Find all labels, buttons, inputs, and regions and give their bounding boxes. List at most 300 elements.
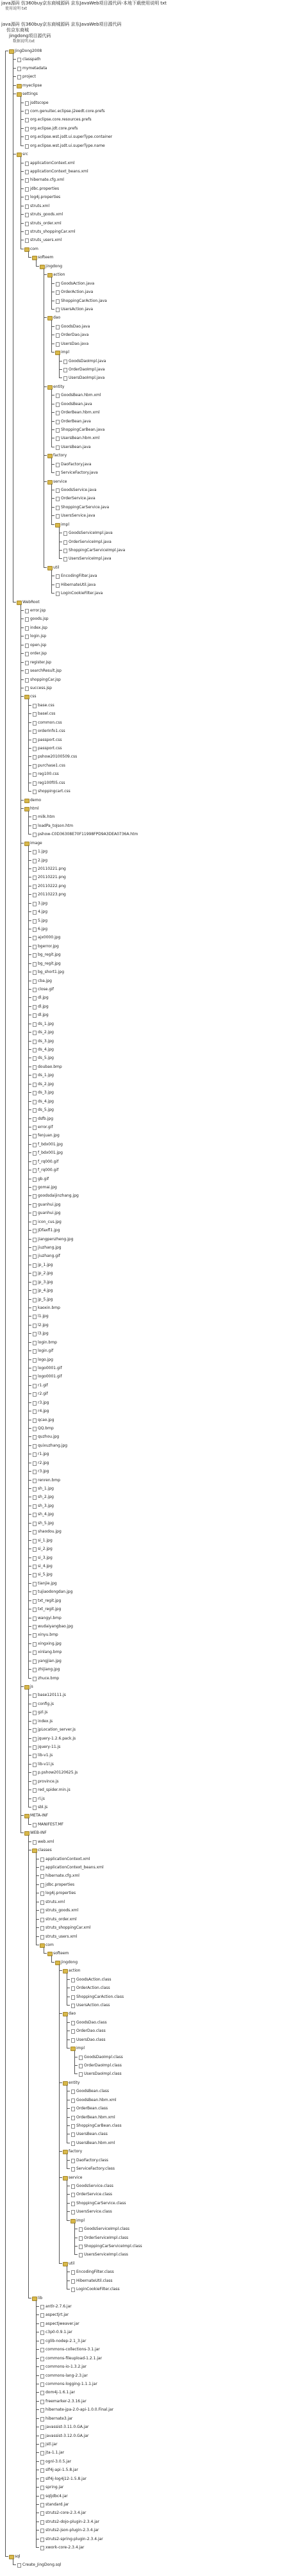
tree-file-label: jp_4.jpg <box>38 1288 53 1293</box>
file-icon <box>33 781 37 786</box>
tree-file-label: ds_5.jpg <box>38 1056 54 1061</box>
tree-file-label: searchResult.jsp <box>30 669 62 674</box>
tree-file-label: r3.jpg <box>38 1400 49 1405</box>
tree-file-label: guanhui.jpg <box>38 1211 61 1216</box>
tree-file-label: sh_2.jpg <box>38 1495 54 1500</box>
file-icon <box>40 2313 44 2318</box>
tree-folder-label: softeem <box>38 255 54 260</box>
tree-file-label: log4j.properties <box>46 1891 76 1896</box>
tree-file-label: login.bmp <box>38 1340 57 1345</box>
file-icon <box>40 2305 44 2309</box>
file-icon <box>33 1117 37 1122</box>
file-icon <box>33 1031 37 1035</box>
tree-file-label: doubao.bmp <box>38 1064 62 1069</box>
tree-file-label: f_rq000.gif <box>38 1159 59 1164</box>
tree-file-label: logo0001.gif <box>38 1366 62 1371</box>
file-icon <box>40 1857 44 1862</box>
tree-file-label: success.jsp <box>30 685 52 690</box>
tree-file-label: GoodsDaoImpl.java <box>69 358 106 363</box>
file-icon <box>33 1452 37 1457</box>
file-icon <box>33 1367 37 1371</box>
file-icon <box>56 403 60 407</box>
file-icon <box>33 1298 37 1302</box>
tree-folder-label: css <box>30 694 37 699</box>
tree-file-label: OrderBean.java <box>61 419 91 424</box>
tree-folder-label: util <box>69 2261 75 2266</box>
file-icon <box>56 325 60 329</box>
file-icon <box>33 936 37 940</box>
file-icon <box>33 1788 37 1793</box>
file-icon <box>79 2056 83 2060</box>
tree-file-label: tujiaodongdan.jpg <box>38 1590 73 1595</box>
file-icon <box>63 531 67 536</box>
tree-folder-label: impl <box>61 522 69 527</box>
file-icon <box>33 1151 37 1156</box>
file-icon <box>33 1272 37 1276</box>
tree-file-label: struts2-dojo-plugin-2.3.4.jar <box>46 2519 100 2524</box>
file-icon <box>79 2064 83 2068</box>
tree-file-label: gomai.jpg <box>38 1184 57 1190</box>
file-icon <box>33 1702 37 1707</box>
tree-file-label: shoppingcart.css <box>38 789 70 794</box>
file-icon <box>33 1693 37 1698</box>
file-icon <box>33 1763 37 1767</box>
tree-file-label: wangyi.bmp <box>38 1615 62 1620</box>
tree-file-label: UsersBean.hbm.xml <box>61 436 100 441</box>
file-icon <box>33 1203 37 1208</box>
file-icon <box>79 2236 83 2241</box>
tree-file-label: jp_3.jpg <box>38 1279 53 1284</box>
file-icon <box>33 910 37 915</box>
tree-file-label: project <box>22 74 36 79</box>
file-icon <box>63 360 67 364</box>
tree-file-label: applicationContext.xml <box>46 1856 90 1861</box>
tree-file-label: r3.jpg <box>38 1469 49 1474</box>
tree-file-label: JDfaxfl1.jpg <box>38 1228 60 1233</box>
file-icon <box>71 2004 75 2008</box>
tree-file-label: javassist-3.12.0.GA.jar <box>46 2433 89 2438</box>
file-icon <box>40 2391 44 2395</box>
file-icon <box>25 118 29 122</box>
file-icon <box>56 428 60 433</box>
file-icon <box>17 75 21 79</box>
tree-connector <box>51 309 54 310</box>
file-icon <box>33 764 37 769</box>
tree-file-label: f_bdx001.jpg <box>38 1151 63 1156</box>
tree-file-label: OrderBean.hbm.xml <box>61 410 100 415</box>
tree-file-label: ds_4.jpg <box>38 1047 54 1052</box>
tree-file-label: OrderService.class <box>76 2192 113 2197</box>
tree-guide-line <box>51 570 52 593</box>
tree-folder-label: sql <box>15 2554 21 2559</box>
file-icon <box>33 859 37 863</box>
file-icon <box>40 2486 44 2490</box>
file-icon <box>33 1013 37 1018</box>
file-icon <box>33 1186 37 1190</box>
tree-file-label: applicationContext_beans.xml <box>30 169 88 174</box>
tree-file-label: icon_cus.jpg <box>38 1219 62 1224</box>
file-icon <box>33 815 37 820</box>
tree-connector <box>51 472 54 473</box>
tree-file-label: ds_3.jpg <box>38 1038 54 1043</box>
tree-file-label: base120111.js <box>38 1693 66 1698</box>
tree-file-label: UsersServiceImpl.class <box>84 2252 128 2257</box>
file-icon <box>40 1891 44 1896</box>
file-icon <box>33 1677 37 1681</box>
tree-guide-line <box>51 320 52 352</box>
tree-file-label: wudaiyangbao.jpg <box>38 1624 73 1629</box>
file-icon <box>33 1487 37 1492</box>
file-icon <box>25 230 29 235</box>
tree-file-label: classpath <box>22 57 41 62</box>
tree-file-label: error.jsp <box>30 608 46 613</box>
file-icon <box>33 1642 37 1647</box>
file-icon <box>40 2529 44 2533</box>
file-icon <box>33 876 37 880</box>
file-icon <box>33 1358 37 1363</box>
file-icon <box>33 1616 37 1621</box>
file-icon <box>40 2374 44 2379</box>
file-icon <box>33 1547 37 1552</box>
file-icon <box>33 919 37 924</box>
file-icon <box>71 2202 75 2206</box>
tree-file-label: passport.css <box>38 737 62 742</box>
header-line-1: java源码 仿360buy京东商城源码 京东JavaWeb项目源代码-本地下载使用说明 txt <box>1 1 167 6</box>
file-icon <box>33 1375 37 1379</box>
tree-connector <box>36 2547 39 2548</box>
tree-file-label: web.xml <box>38 1839 54 1844</box>
file-icon <box>40 2322 44 2327</box>
file-icon <box>33 996 37 1001</box>
tree-folder-label: impl <box>76 2218 85 2223</box>
tree-file-label: OrderDao.java <box>61 333 89 338</box>
tree-connector <box>67 2168 70 2169</box>
tree-file-label: UsersServiceImpl.java <box>69 556 112 561</box>
tree-file-label: xinyu.bmp <box>38 1633 58 1638</box>
tree-file-label: bgerror.jpg <box>38 943 59 949</box>
tree-file-label: hibernate.cfg.xml <box>46 1874 79 1879</box>
tree-file-label: DaoFactory.java <box>61 461 92 467</box>
file-icon <box>33 902 37 906</box>
file-icon <box>33 1435 37 1440</box>
tree-file-label: OrderAction.java <box>61 290 94 295</box>
file-icon <box>71 2288 75 2292</box>
tree-guide-line <box>28 811 29 834</box>
tree-file-label: MANIFEST.MF <box>38 1822 64 1827</box>
tree-file-label: struts2-json-plugin-2.3.4.jar <box>46 2528 99 2533</box>
tree-file-label: 20110222.png <box>38 883 66 888</box>
file-icon <box>33 1134 37 1138</box>
tree-file-label: jsdtscope <box>30 100 49 105</box>
file-icon <box>33 979 37 984</box>
tree-connector <box>74 2254 78 2255</box>
tree-file-label: UsersBean.java <box>61 444 91 449</box>
file-icon <box>33 1083 37 1087</box>
tree-file-label: UsersDaoImpl.class <box>84 2072 122 2077</box>
tree-connector <box>51 593 54 594</box>
tree-guide-line <box>51 458 52 472</box>
file-icon <box>33 1108 37 1113</box>
tree-connector <box>67 2220 70 2221</box>
file-icon <box>25 222 29 226</box>
tree-folder-label: image <box>30 840 42 845</box>
file-icon <box>40 2451 44 2456</box>
tree-file-label: sh_3.jpg <box>38 1503 54 1508</box>
file-icon <box>63 368 67 372</box>
file-icon <box>71 2132 75 2137</box>
tree-folder-label: impl <box>76 2046 85 2051</box>
file-icon <box>33 1281 37 1285</box>
file-icon <box>33 1409 37 1414</box>
tree-file-label: OrderDao.class <box>76 2029 106 2034</box>
tree-file-label: dl.jpg <box>38 995 49 1001</box>
tree-folder-label: jingdong <box>46 263 63 269</box>
file-icon <box>56 436 60 441</box>
tree-guide-line <box>51 277 52 309</box>
tree-file-label: sqljdbc4.jar <box>46 2493 68 2498</box>
tree-file-label: org.eclipse.jdt.core.prefs <box>30 126 78 131</box>
tree-file-label: r2.gif <box>38 1392 48 1397</box>
file-icon <box>56 394 60 398</box>
file-icon <box>40 1883 44 1888</box>
file-icon <box>33 970 37 975</box>
file-icon <box>33 1470 37 1474</box>
file-icon <box>33 867 37 872</box>
tree-guide-line <box>28 1689 29 1807</box>
tree-file-label: 1.jpg <box>38 849 48 854</box>
tree-file-label: loadPa_toJson.htm <box>38 823 74 828</box>
tree-folder-label: com <box>46 1942 54 1947</box>
tree-file-label: bg_regit.jpg <box>38 961 61 966</box>
file-icon <box>33 1091 37 1095</box>
tree-guide-line <box>59 527 60 559</box>
file-icon <box>40 2520 44 2525</box>
tree-folder-label: softeem <box>53 1951 69 1956</box>
tree-file-label: GoodsDao.class <box>76 2020 107 2025</box>
tree-file-label: dsfb.jpg <box>38 1116 54 1121</box>
tree-folder-label: src <box>22 152 28 157</box>
tree-file-label: struts_shoppingCar.xml <box>30 229 76 235</box>
tree-file-label: spring.jar <box>46 2485 64 2490</box>
file-icon <box>33 1608 37 1612</box>
tree-file-label: GoodsDaoImpl.class <box>84 2054 123 2059</box>
tree-file-label: 20110221.png <box>38 866 66 871</box>
tree-file-label: f_bdx001.jpg <box>38 1142 63 1147</box>
tree-file-label: config.js <box>38 1701 54 1706</box>
tree-file-label: GoodsBean.hbm.xml <box>76 2097 117 2102</box>
tree-guide-line <box>28 1835 29 2297</box>
tree-file-label: qcao.jpg <box>38 1417 54 1422</box>
tree-file-label: Create_JingDong.sql <box>22 2563 62 2567</box>
tree-file-label: ShoppingCarService.class <box>76 2200 126 2206</box>
folder-icon <box>17 84 22 88</box>
file-icon <box>25 170 29 174</box>
tree-connector <box>5 2556 8 2557</box>
file-icon <box>56 420 60 424</box>
file-icon <box>56 333 60 338</box>
file-icon <box>33 1341 37 1345</box>
tree-file-label: login.gif <box>38 1349 54 1354</box>
tree-guide-line <box>36 1852 37 1945</box>
tree-file-label: UsersAction.class <box>76 2002 110 2007</box>
file-icon <box>71 2167 75 2172</box>
header-line-4: jingdong项目源代码 <box>9 33 51 38</box>
tree-connector <box>59 2263 62 2264</box>
file-icon <box>33 772 37 777</box>
file-icon <box>40 1909 44 1913</box>
tree-file-label: struts_users.xml <box>30 238 62 243</box>
tree-file-label: r2.jpg <box>38 1460 49 1465</box>
file-icon <box>33 1168 37 1173</box>
tree-file-label: lib-v1l.js <box>38 1761 54 1766</box>
tree-file-label: GoodsService.class <box>76 2184 113 2188</box>
tree-folder-label: util <box>53 565 60 570</box>
tree-file-label: 20110223.png <box>38 892 66 897</box>
file-icon <box>71 2116 75 2120</box>
tree-file-label: gzl.js <box>38 1710 48 1715</box>
header-line-1b: 使用说明 txt <box>5 6 28 11</box>
file-icon <box>33 1590 37 1595</box>
file-icon <box>25 238 29 243</box>
tree-file-label: UsersDaoImpl.java <box>69 376 105 381</box>
file-icon <box>33 1650 37 1655</box>
tree-file-label: hibernate3.jar <box>46 2416 73 2421</box>
tree-file-label: guanhui.jpg <box>38 1202 61 1207</box>
tree-file-label: jquery-11.js <box>38 1745 61 1749</box>
file-icon <box>33 1349 37 1354</box>
file-icon <box>79 2245 83 2249</box>
tree-folder-label: WebRoot <box>22 599 40 604</box>
file-icon <box>56 342 60 347</box>
file-icon <box>33 1573 37 1577</box>
file-icon <box>40 2417 44 2422</box>
file-icon <box>33 1565 37 1569</box>
tree-file-label: zhijiang.jpg <box>38 1667 60 1672</box>
file-icon <box>33 1711 37 1715</box>
tree-guide-line <box>28 1818 29 1824</box>
file-icon <box>56 282 60 287</box>
tree-guide-line <box>59 354 60 378</box>
tree-file-label: province.js <box>38 1779 59 1784</box>
file-icon <box>33 1246 37 1251</box>
file-icon <box>71 1978 75 1982</box>
tree-file-label: commons-logging-1.1.1.jar <box>46 2381 97 2386</box>
tree-file-label: shoppingCar.jsp <box>30 677 61 682</box>
tree-file-label: HibernateUtil.class <box>76 2278 113 2283</box>
tree-folder-label: html <box>30 806 39 811</box>
file-icon <box>25 617 29 622</box>
tree-file-label: 3.jpg <box>38 901 48 906</box>
tree-file-label: txt_regit.jpg <box>38 1598 62 1603</box>
tree-file-label: aspectjweaver.jar <box>46 2321 79 2326</box>
tree-file-label: logo0001.gif <box>38 1374 62 1379</box>
file-icon <box>56 488 60 493</box>
file-icon <box>56 592 60 596</box>
tree-connector <box>44 1953 47 1954</box>
file-icon <box>33 1633 37 1638</box>
tree-file-label: OrderServiceImpl.java <box>69 539 112 544</box>
file-icon <box>25 652 29 656</box>
tree-folder-label: service <box>53 479 67 484</box>
tree-file-label: struts.xml <box>30 203 50 208</box>
file-icon <box>40 2503 44 2507</box>
tree-file-label: si_1.jpg <box>38 1538 53 1543</box>
file-icon <box>71 1995 75 2000</box>
file-icon <box>63 557 67 561</box>
file-icon <box>33 1479 37 1483</box>
tree-file-label: hibernate-jpa-2.0-api-1.0.0.Final.jar <box>46 2407 114 2413</box>
tree-file-label: QQ.bmp <box>38 1426 54 1431</box>
tree-file-label: standard.jar <box>46 2502 69 2507</box>
file-icon <box>33 1263 37 1268</box>
tree-guide-line <box>28 251 29 257</box>
file-icon <box>63 549 67 553</box>
tree-file-label: jdbc.properties <box>30 186 60 191</box>
tree-file-label: GoodsBean.class <box>76 2089 110 2094</box>
tree-folder-label: dao <box>53 315 61 320</box>
tree-file-label: commons-fileupload-1.2.1.jar <box>46 2356 103 2361</box>
tree-file-label: OrderDaoImpl.java <box>69 367 105 372</box>
file-icon <box>40 1926 44 1931</box>
file-icon <box>25 162 29 166</box>
tree-file-label: UsersBean.hbm.xml <box>76 2140 115 2145</box>
file-icon <box>33 1289 37 1293</box>
tree-folder-label: impl <box>61 350 69 355</box>
tree-file-label: OrderBean.hbm.xml <box>76 2115 115 2120</box>
file-icon <box>33 1823 37 1827</box>
file-icon <box>33 738 37 743</box>
tree-file-label: commons-io-1.3.2.jar <box>46 2364 87 2370</box>
tree-file-label: GoodsServiceImpl.java <box>69 531 113 536</box>
tree-root-line <box>5 51 6 2556</box>
file-icon <box>33 1056 37 1061</box>
tree-file-label: rl.js <box>38 1796 45 1801</box>
tree-file-label: common.css <box>38 720 62 725</box>
tree-file-label: applicationContext.xml <box>30 160 75 165</box>
file-icon <box>33 1126 37 1130</box>
tree-connector <box>59 558 62 559</box>
tree-guide-line <box>28 845 29 1678</box>
tree-file-label: ServiceFactory.class <box>76 2166 115 2172</box>
tree-file-label: ds_2.jpg <box>38 1081 54 1086</box>
tree-folder-label: META-INF <box>30 1813 49 1818</box>
tree-file-label: base.css <box>38 702 54 708</box>
tree-file-label: open.jsp <box>30 642 47 647</box>
file-icon <box>33 953 37 958</box>
file-icon <box>33 1668 37 1672</box>
file-icon <box>33 1461 37 1466</box>
tree-file-label: OrderDaoImpl.class <box>84 2063 122 2068</box>
tree-file-label: xingxing.jpg <box>38 1641 62 1646</box>
file-icon <box>71 1986 75 1991</box>
tree-file-label: ShoppingCarService.java <box>61 504 110 510</box>
file-icon <box>40 2425 44 2430</box>
tree-file-label: passport.css <box>38 745 62 751</box>
file-icon <box>33 1022 37 1027</box>
tree-file-label: gb.gif <box>38 1176 49 1181</box>
file-icon <box>40 2339 44 2344</box>
file-icon <box>33 1238 37 1242</box>
file-icon <box>71 2210 75 2215</box>
tree-file-label: ds_2.jpg <box>38 1030 54 1035</box>
file-icon <box>71 2184 75 2189</box>
file-icon <box>33 712 37 717</box>
file-icon <box>33 1797 37 1802</box>
tree-file-label: log4j.properties <box>30 195 61 200</box>
file-icon <box>63 540 67 545</box>
tree-folder-label: JingDong2008 <box>15 49 42 53</box>
file-icon <box>33 1771 37 1775</box>
